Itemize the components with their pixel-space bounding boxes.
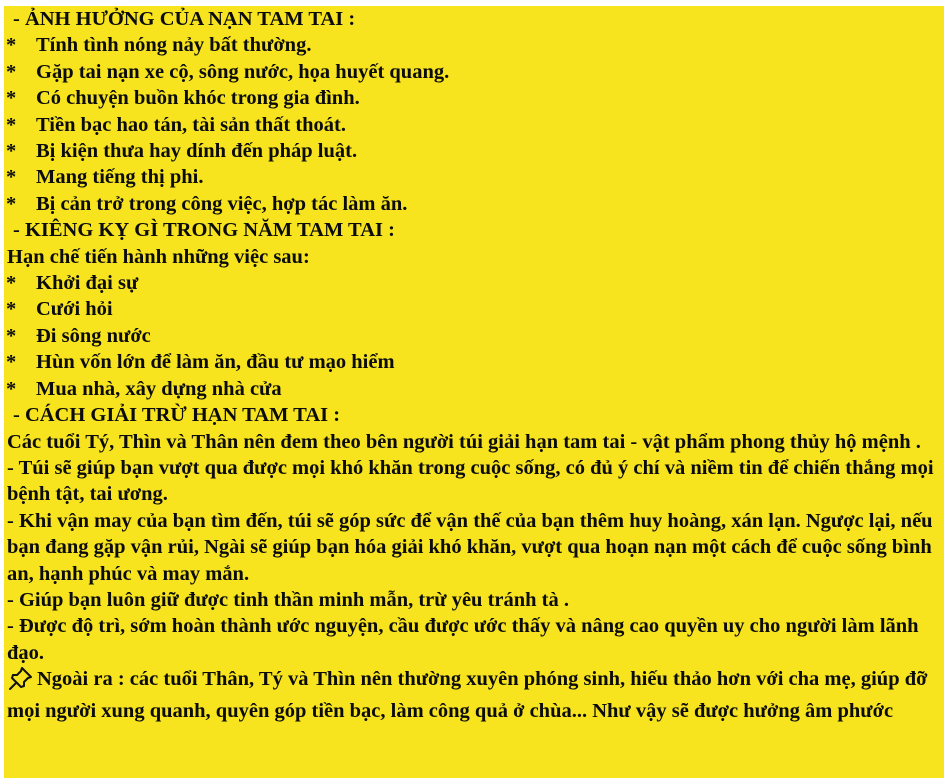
list-item	[4, 296, 944, 322]
heading-taboos: - KIÊNG KỴ GÌ TRONG NĂM TAM TAI :	[13, 219, 395, 242]
bullet-star: *	[6, 377, 17, 400]
note-text: Ngoài ra : các tuổi Thân, Tý và Thìn nên thường xuyên phóng sinh, hiếu thảo hơn với cha mẹ, giúp đỡ mọi người xung quanh, quyên góp tiền bạc, làm công quả ở chùa... Như vậy sẽ được hưởng âm phước	[7, 668, 928, 722]
bullet-star: *	[6, 351, 17, 374]
paragraph: - Giúp bạn luôn giữ được tinh thần minh mẫn, trừ yêu tránh tà .	[7, 588, 570, 611]
bullet-star: *	[6, 272, 17, 295]
list-item-text: Hùn vốn lớn để làm ăn, đầu tư mạo hiểm	[36, 351, 395, 374]
list-item-text: Có chuyện buồn khóc trong gia đình.	[36, 87, 360, 110]
pushpin-icon	[7, 666, 33, 697]
list-item-text: Gặp tai nạn xe cộ, sông nước, họa huyết quang.	[36, 60, 450, 83]
list-item	[4, 376, 944, 402]
tam-tai-text-panel	[4, 6, 944, 778]
note-paragraph	[4, 666, 944, 724]
list-item	[4, 85, 944, 111]
list-item	[4, 32, 944, 58]
bullet-star: *	[6, 34, 17, 57]
heading-effects: - ẢNH HƯỞNG CỦA NẠN TAM TAI :	[13, 8, 356, 30]
list-item-text: Tính tình nóng nảy bất thường.	[36, 34, 312, 57]
bullet-star: *	[6, 87, 17, 110]
bullet-star: *	[6, 140, 17, 163]
taboos-intro: Hạn chế tiến hành những việc sau:	[7, 245, 310, 268]
list-item	[4, 191, 944, 217]
bullet-star: *	[6, 166, 17, 189]
list-item	[4, 323, 944, 349]
list-item-text: Khởi đại sự	[36, 272, 139, 295]
list-item	[4, 59, 944, 85]
list-item-text: Tiền bạc hao tán, tài sản thất thoát.	[36, 113, 347, 136]
list-item-text: Bị cản trở trong công việc, hợp tác làm ăn.	[36, 192, 408, 215]
paragraph: - Túi sẽ giúp bạn vượt qua được mọi khó khăn trong cuộc sống, có đủ ý chí và niềm tin để chiến thắng mọi bệnh tật, tai ương.	[7, 456, 934, 506]
list-item	[4, 349, 944, 375]
paragraph: Các tuổi Tý, Thìn và Thân nên đem theo bên người túi giải hạn tam tai - vật phẩm phong thủy hộ mệnh .	[7, 430, 921, 453]
bullet-star: *	[6, 113, 17, 136]
list-item-text: Mang tiếng thị phi.	[36, 166, 204, 189]
list-item	[4, 164, 944, 190]
list-item-text: Bị kiện thưa hay dính đến pháp luật.	[36, 140, 358, 163]
list-item-text: Đi sông nước	[36, 324, 151, 347]
heading-remedies: - CÁCH GIẢI TRỪ HẠN TAM TAI :	[13, 404, 341, 427]
paragraph: - Khi vận may của bạn tìm đến, túi sẽ góp sức để vận thế của bạn thêm huy hoàng, xán lạn. Ngược lại, nếu bạn đang gặp vận rủi, Ngài sẽ giúp bạn hóa giải khó khăn, vượt qua hoạn nạn một cách để cuộc sống bình an, hạnh phúc và may mắn.	[7, 509, 933, 585]
bullet-star: *	[6, 60, 17, 83]
paragraph: - Được độ trì, sớm hoàn thành ước nguyện, cầu được ước thấy và nâng cao quyền uy cho người làm lãnh đạo.	[7, 615, 919, 664]
bullet-star: *	[6, 298, 17, 321]
list-item-text: Cưới hỏi	[36, 298, 113, 321]
list-item	[4, 270, 944, 296]
list-item	[4, 138, 944, 164]
bullet-star: *	[6, 324, 17, 347]
list-item-text: Mua nhà, xây dựng nhà cửa	[36, 377, 282, 400]
bullet-star: *	[6, 192, 17, 215]
list-item	[4, 112, 944, 138]
